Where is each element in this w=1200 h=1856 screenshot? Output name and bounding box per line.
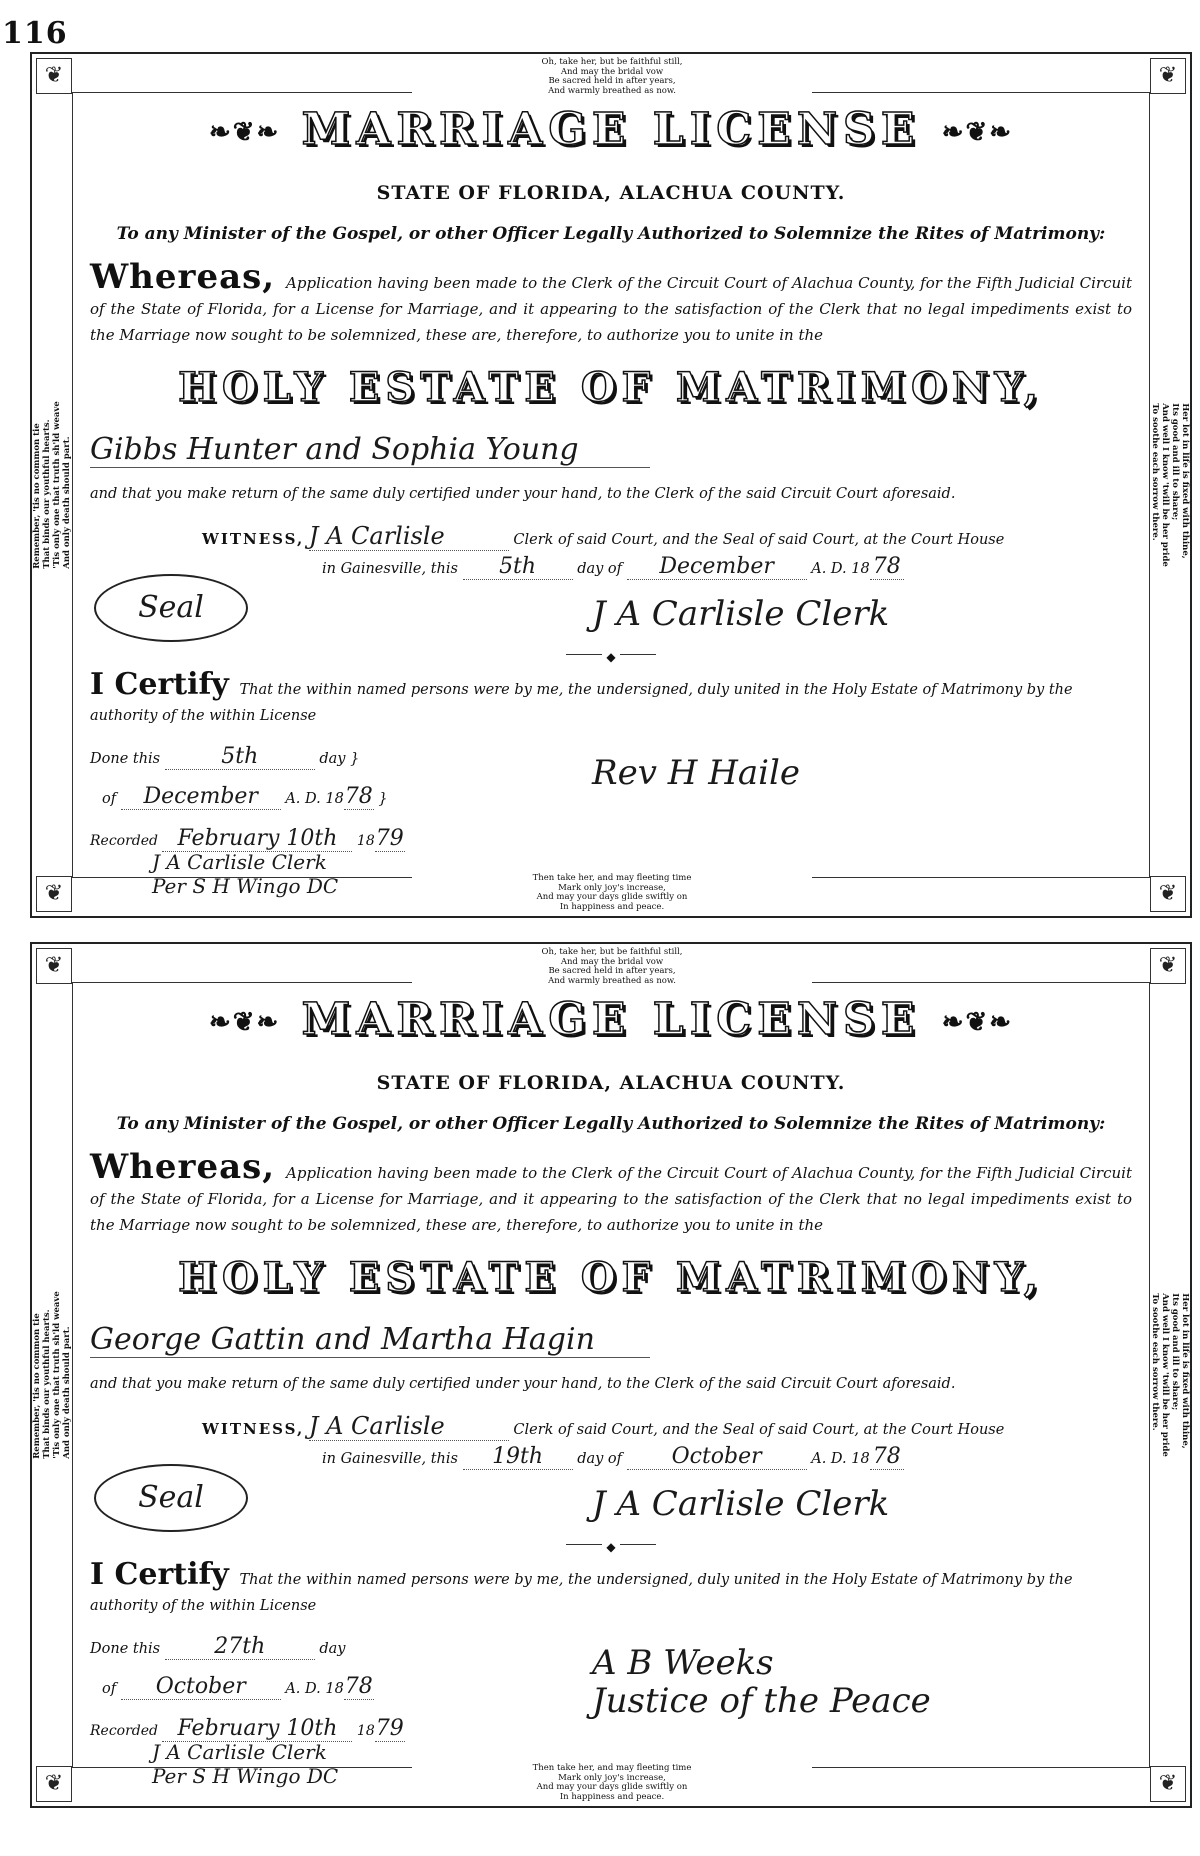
- whereas-paragraph: [90, 1147, 1132, 1238]
- address-line: To any Minister of the Gospel, or other Officer Legally Authorized to Solemnize the Rites of Matrimony:: [116, 224, 1106, 244]
- whereas-text: Application having been made to the Clerk of the Circuit Court of Alachua County, for the Fifth Judicial Circuit of the State of Florida, for a License for Marriage, and it appearing to the satisfaction of the Clerk that no legal impediments exist to the Marriage now sought to be solemnized, these are, therefore, to authorize you to unite in the: [90, 274, 1132, 344]
- verse-line: Her lot in life is fixed with thine,: [1180, 1293, 1191, 1449]
- verse-line: And warmly breathed as now.: [548, 85, 676, 96]
- done-month: December: [121, 784, 281, 810]
- corner-ornament-icon: ❦: [36, 58, 72, 94]
- address-line: To any Minister of the Gospel, or other Officer Legally Authorized to Solemnize the Rites of Matrimony:: [116, 1114, 1106, 1134]
- verse-line: Its good and ill to share;: [1170, 1293, 1181, 1411]
- witness-label: WITNESS,: [202, 530, 305, 548]
- verse-line: Its good and ill to share;: [1170, 403, 1181, 521]
- witness-text: Clerk of said Court, and the Seal of said Court, at the Court House: [513, 1422, 1005, 1438]
- recorded-line: [90, 826, 405, 852]
- license-title: [72, 104, 1150, 155]
- witness-line: [202, 522, 1132, 551]
- recorded-date: February 10th: [162, 1716, 352, 1742]
- officiant-name: A B Weeks: [592, 1643, 774, 1683]
- verse-line: Her lot in life is fixed with thine,: [1180, 403, 1191, 559]
- done-day: 5th: [165, 744, 315, 770]
- verse-line: To soothe each sorrow there.: [1150, 403, 1161, 541]
- verse-line: That binds our youthful hearts.: [42, 1309, 52, 1459]
- whereas-paragraph: [90, 257, 1132, 348]
- verse-line: That binds our youthful hearts.: [42, 419, 52, 569]
- verse-line: And only death should part.: [62, 1326, 72, 1459]
- issue-year: 78: [870, 1444, 904, 1470]
- recorded-label: Recorded: [90, 833, 158, 849]
- verse-bottom: [412, 1764, 812, 1802]
- verse-line: To soothe each sorrow there.: [1150, 1293, 1161, 1431]
- recorded-year-prefix: 18: [356, 833, 375, 849]
- officiant-signature: Rev H Haile: [592, 753, 800, 793]
- corner-ornament-icon: ❦: [36, 876, 72, 912]
- verse-bottom: [412, 874, 812, 912]
- divider: [566, 650, 656, 674]
- state-county-heading: STATE OF FLORIDA, ALACHUA COUNTY.: [376, 182, 846, 204]
- couple-names: George Gattin and Martha Hagin: [90, 1322, 650, 1358]
- issue-date-line: [322, 1444, 1132, 1470]
- done-this-label: Done this: [90, 1641, 161, 1657]
- in-gainesville-label: in Gainesville, this: [322, 561, 458, 577]
- verse-line: In happiness and peace.: [559, 901, 665, 912]
- flourish-icon: ❧❦❧: [208, 1007, 281, 1038]
- recorded-year-prefix: 18: [356, 1723, 375, 1739]
- verse-line: 'Tis only one that truth sh'ld weave: [52, 1291, 62, 1459]
- done-this-line: [90, 1634, 345, 1660]
- verse-line: Remember, 'tis no common tie: [32, 423, 42, 569]
- verse-line: And may your days glide swiftly on: [536, 1782, 688, 1792]
- clerk-signature: J A Carlisle Clerk: [592, 1484, 890, 1524]
- officiant-signature: [592, 1644, 931, 1720]
- verse-line: Be sacred held in after years,: [548, 966, 676, 976]
- verse-line: Oh, take her, but be faithful still,: [541, 57, 683, 67]
- flourish-icon: ❧❦❧: [208, 117, 281, 148]
- issue-date-line: [322, 554, 1132, 580]
- of-label: of: [102, 791, 117, 807]
- certify-text: That the within named persons were by me, the undersigned, duly united in the Holy Estate of Matrimony by the authority of the within License: [90, 682, 1073, 724]
- recorded-deputy-signature: Per S H Wingo DC: [152, 874, 339, 898]
- corner-ornament-icon: ❦: [36, 948, 72, 984]
- of-line: [102, 1674, 374, 1700]
- issue-year: 78: [870, 554, 904, 580]
- flourish-icon: ❧❦❧: [941, 1007, 1014, 1038]
- marriage-license-2: [30, 942, 1192, 1808]
- recorded-year: 79: [375, 1716, 404, 1741]
- state-county-heading: STATE OF FLORIDA, ALACHUA COUNTY.: [376, 1072, 846, 1094]
- witness-signature: J A Carlisle: [309, 522, 509, 551]
- verse-line: And may your days glide swiftly on: [536, 892, 688, 902]
- verse-top: [412, 58, 812, 96]
- verse-line: In happiness and peace.: [559, 1791, 665, 1802]
- recorded-line: [90, 1716, 405, 1742]
- corner-ornament-icon: ❦: [1150, 948, 1186, 984]
- done-month: October: [121, 1674, 281, 1700]
- verse-line: Be sacred held in after years,: [548, 76, 676, 86]
- corner-ornament-icon: ❦: [36, 1766, 72, 1802]
- verse-line: 'Tis only one that truth sh'ld weave: [52, 401, 62, 569]
- return-text: and that you make return of the same duly certified under your hand, to the Clerk of the said Circuit Court aforesaid.: [90, 486, 956, 502]
- corner-ornament-icon: ❦: [1150, 876, 1186, 912]
- whereas-word: Whereas,: [90, 257, 276, 297]
- seal-mark: Seal: [94, 574, 248, 642]
- holy-estate-heading: HOLY ESTATE OF MATRIMONY,: [178, 1254, 1044, 1301]
- witness-line: [202, 1412, 1132, 1441]
- in-gainesville-label: in Gainesville, this: [322, 1451, 458, 1467]
- verse-right: [1150, 944, 1190, 1806]
- verse-line: And warmly breathed as now.: [548, 975, 676, 986]
- issue-day: 19th: [463, 1444, 573, 1470]
- divider-ornament-icon: ◆: [602, 1540, 619, 1554]
- witness-text: Clerk of said Court, and the Seal of said Court, at the Court House: [513, 532, 1005, 548]
- done-day: 27th: [165, 1634, 315, 1660]
- clerk-signature: J A Carlisle Clerk: [592, 594, 890, 634]
- of-line: of December A. D. 1878 }: [102, 784, 388, 809]
- whereas-text: Application having been made to the Clerk of the Circuit Court of Alachua County, for the Fifth Judicial Circuit of the State of Florida, for a License for Marriage, and it appearing to the satisfaction of the Clerk that no legal impediments exist to the Marriage now sought to be solemnized, these are, therefore, to authorize you to unite in the: [90, 1164, 1132, 1234]
- witness-signature: J A Carlisle: [309, 1412, 509, 1441]
- verse-line: Remember, 'tis no common tie: [32, 1313, 42, 1459]
- recorded-signatures: [152, 1740, 338, 1788]
- verse-left: [32, 944, 72, 1806]
- license-title-text: MARRIAGE LICENSE: [301, 994, 921, 1045]
- done-year: 78: [344, 784, 373, 809]
- certify-paragraph: [90, 1557, 1132, 1619]
- officiant-title: Justice of the Peace: [592, 1681, 931, 1721]
- done-this-label: Done this: [90, 751, 161, 767]
- day-of-label: day of: [577, 1451, 623, 1467]
- recorded-label: Recorded: [90, 1723, 158, 1739]
- of-label: of: [102, 1681, 117, 1697]
- verse-line: Then take her, and may fleeting time: [532, 1763, 692, 1773]
- verse-top: [412, 948, 812, 986]
- verse-line: And may the bridal vow: [560, 66, 664, 77]
- verse-right: [1150, 54, 1190, 916]
- whereas-word: Whereas,: [90, 1147, 276, 1187]
- certify-word: I Certify: [90, 1557, 229, 1592]
- recorded-clerk-signature: J A Carlisle Clerk: [152, 1740, 327, 1764]
- issue-month: October: [627, 1444, 807, 1470]
- ad-label: A. D. 18: [811, 561, 870, 577]
- return-text: and that you make return of the same duly certified under your hand, to the Clerk of the said Circuit Court aforesaid.: [90, 1376, 956, 1392]
- verse-line: And well I know 'twill be her pride: [1160, 403, 1171, 567]
- issue-month: December: [627, 554, 807, 580]
- done-year: 78: [344, 1674, 373, 1699]
- witness-label: WITNESS,: [202, 1420, 305, 1438]
- page-number: 116: [2, 16, 68, 51]
- divider: [566, 1540, 656, 1564]
- issue-day: 5th: [463, 554, 573, 580]
- license-title-text: MARRIAGE LICENSE: [301, 104, 921, 155]
- day-label: day: [319, 751, 346, 767]
- verse-line: And only death should part.: [62, 436, 72, 569]
- recorded-year: 79: [375, 826, 404, 851]
- license-title: [72, 994, 1150, 1045]
- ad-label: A. D. 18: [285, 1681, 344, 1697]
- ad-label: A. D. 18: [811, 1451, 870, 1467]
- certify-paragraph: [90, 667, 1132, 729]
- verse-line: Mark only joy's increase,: [558, 882, 666, 893]
- recorded-signatures: [152, 850, 338, 898]
- day-of-label: day of: [577, 561, 623, 577]
- recorded-date: February 10th: [162, 826, 352, 852]
- ad-label: A. D. 18: [285, 791, 344, 807]
- verse-left: [32, 54, 72, 916]
- seal-mark: Seal: [94, 1464, 248, 1532]
- marriage-license-1: [30, 52, 1192, 918]
- recorded-deputy-signature: Per S H Wingo DC: [152, 1764, 339, 1788]
- couple-names: Gibbs Hunter and Sophia Young: [90, 432, 650, 468]
- certify-text: That the within named persons were by me, the undersigned, duly united in the Holy Estate of Matrimony by the authority of the within License: [90, 1572, 1073, 1614]
- holy-estate-heading: HOLY ESTATE OF MATRIMONY,: [178, 364, 1044, 411]
- day-label: day: [319, 1641, 346, 1657]
- verse-line: Mark only joy's increase,: [558, 1772, 666, 1783]
- verse-line: Oh, take her, but be faithful still,: [541, 947, 683, 957]
- recorded-clerk-signature: J A Carlisle Clerk: [152, 850, 327, 874]
- corner-ornament-icon: ❦: [1150, 1766, 1186, 1802]
- corner-ornament-icon: ❦: [1150, 58, 1186, 94]
- verse-line: Then take her, and may fleeting time: [532, 873, 692, 883]
- verse-line: And may the bridal vow: [560, 956, 664, 967]
- certify-word: I Certify: [90, 667, 229, 702]
- flourish-icon: ❧❦❧: [941, 117, 1014, 148]
- done-this-line: Done this 5th day }: [90, 744, 360, 769]
- divider-ornament-icon: ◆: [602, 650, 619, 664]
- verse-line: And well I know 'twill be her pride: [1160, 1293, 1171, 1457]
